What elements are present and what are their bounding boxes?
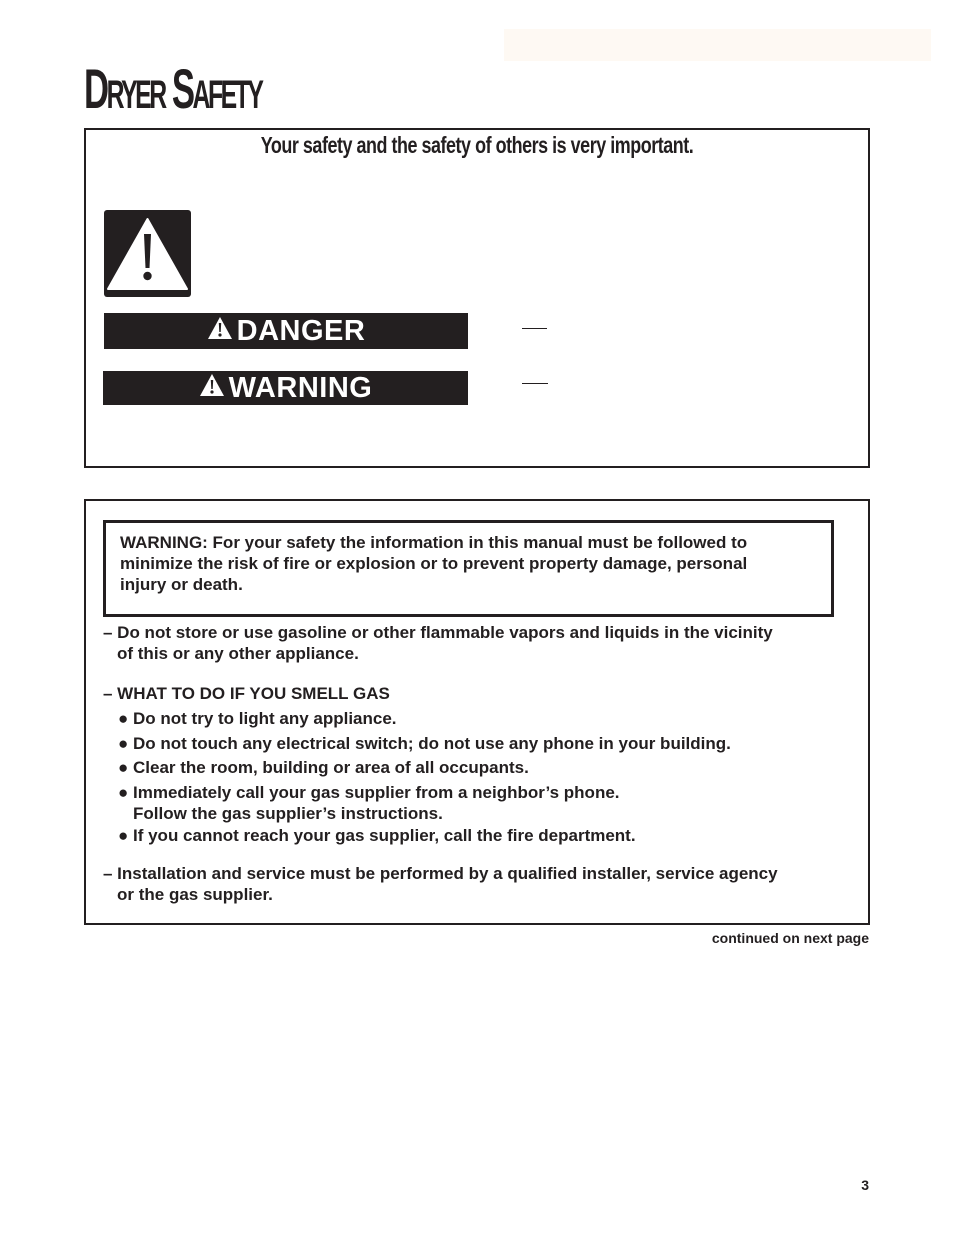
page-title: [84, 56, 261, 128]
safety-message-box: [84, 128, 870, 468]
title-initial-s: S: [171, 57, 193, 120]
warning-signal-word: [103, 371, 468, 405]
list-item: ● Immediately call your gas supplier from a neighbor’s phone.: [118, 783, 620, 802]
gas-warning-statement: [103, 520, 834, 617]
danger-signal-word: [104, 313, 468, 349]
warning-line: injury or death.: [120, 575, 243, 594]
installation-instruction-line1: – Installation and service must be performed by a qualified installer, service agency: [103, 864, 778, 883]
safety-heading: Your safety and the safety of others is very important.: [260, 132, 694, 158]
list-item-continuation: Follow the gas supplier’s instructions.: [133, 804, 443, 823]
title-smallcaps-2: AFETY: [192, 73, 262, 117]
page-number: 3: [861, 1177, 869, 1193]
continued-note: continued on next page: [711, 930, 869, 946]
warning-triangle-icon: [199, 372, 225, 405]
list-item: ● Clear the room, building or area of all occupants.: [118, 758, 529, 777]
list-item: ● Do not try to light any appliance.: [118, 709, 397, 728]
warning-dash: [522, 383, 548, 384]
title-initial-d: D: [84, 57, 107, 120]
safety-alert-icon: [104, 210, 191, 297]
list-item: ● Do not touch any electrical switch; do not use any phone in your building.: [118, 734, 731, 753]
list-item: ● If you cannot reach your gas supplier, call the fire department.: [118, 826, 636, 845]
danger-dash: [522, 328, 547, 329]
warning-label: WARNING: [228, 371, 373, 404]
bullet-icon: ●: [118, 709, 129, 728]
installation-instruction-line2: or the gas supplier.: [117, 885, 273, 904]
warning-triangle-icon: [207, 315, 233, 348]
gasoline-instruction-line1: – Do not store or use gasoline or other flammable vapors and liquids in the vicinity: [103, 623, 773, 642]
gasoline-instruction-line2: of this or any other appliance.: [117, 644, 359, 663]
bullet-icon: ●: [118, 783, 129, 802]
header-tab-strip: [504, 29, 931, 61]
title-smallcaps-1: RYER: [106, 73, 165, 117]
bullet-icon: ●: [118, 826, 129, 845]
warning-line: WARNING: For your safety the information in this manual must be followed to: [120, 533, 748, 552]
bullet-icon: ●: [118, 758, 129, 777]
smell-gas-heading: – WHAT TO DO IF YOU SMELL GAS: [103, 684, 390, 703]
bullet-icon: ●: [118, 734, 129, 753]
warning-line: minimize the risk of fire or explosion or to prevent property damage, personal: [120, 554, 748, 573]
gas-safety-box: [84, 499, 870, 925]
danger-label: DANGER: [236, 314, 366, 347]
